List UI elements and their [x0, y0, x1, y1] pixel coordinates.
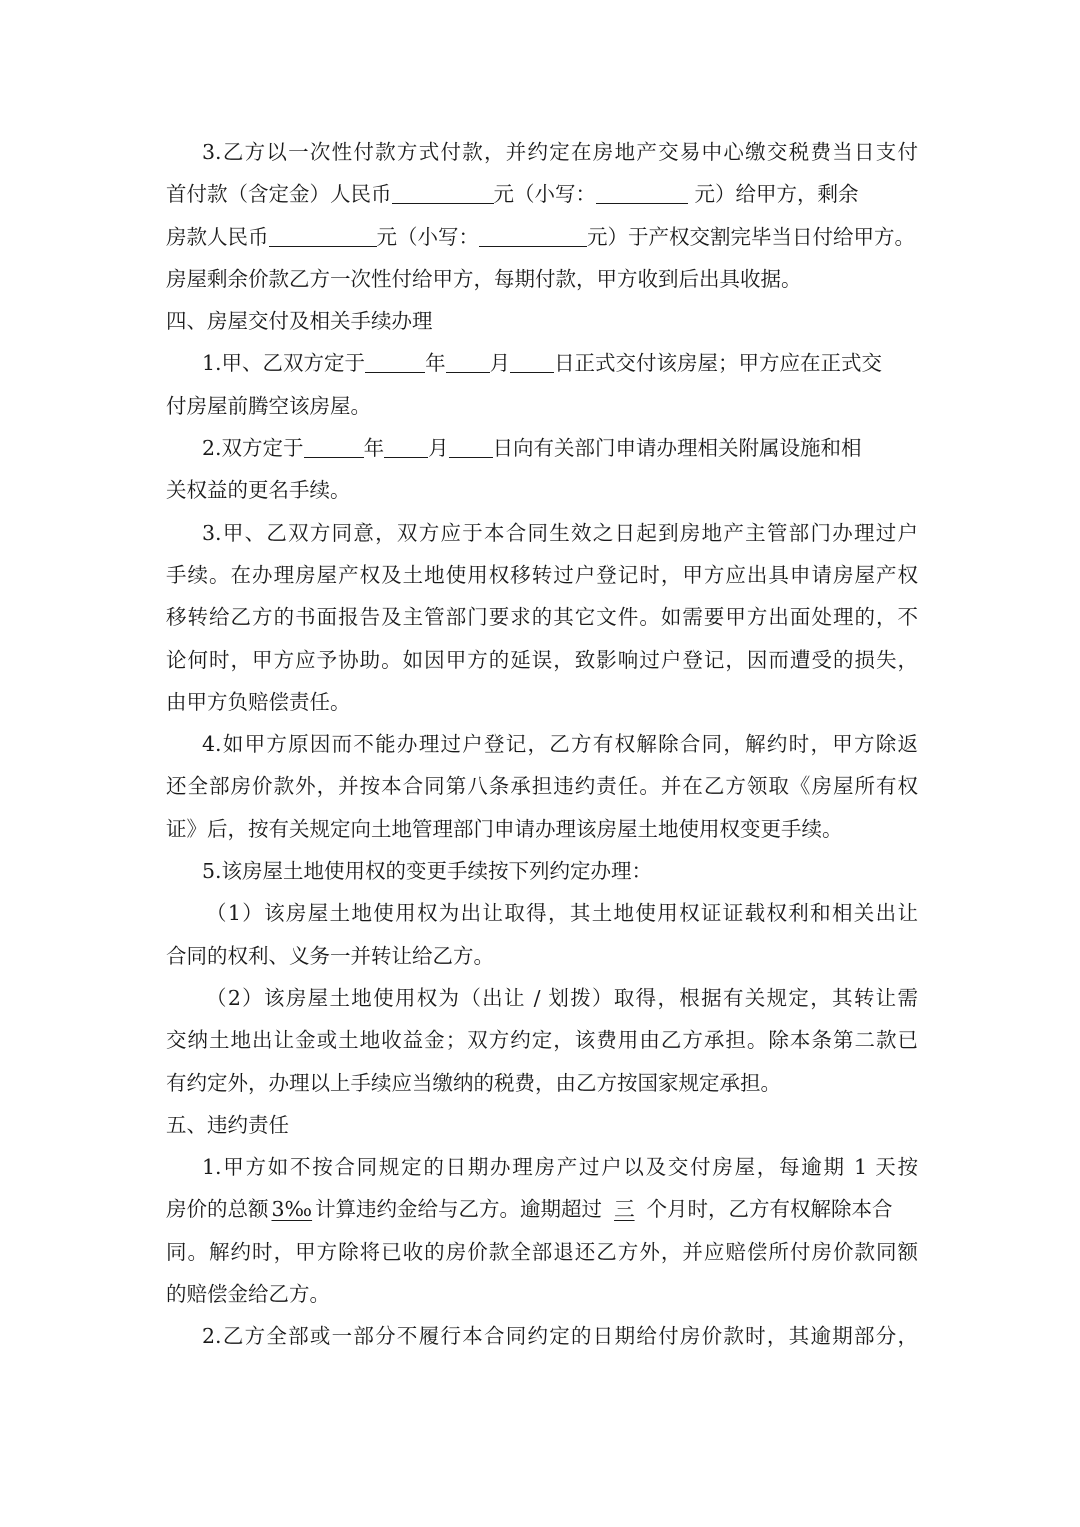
paragraph-line	[166, 723, 918, 765]
line-text: 有约定外，办理以上手续应当缴纳的税费，由乙方按国家规定承担。	[166, 1070, 781, 1095]
line-text: 5.该房屋土地使用权的变更手续按下列约定办理：	[202, 859, 653, 884]
paragraph-line	[166, 681, 918, 723]
line-text: 交纳土地出让金或土地收益金；双方约定，该费用由乙方承担。除本条第二款已	[166, 1028, 918, 1053]
overdue-months-value: 三	[614, 1197, 635, 1222]
line-text: 手续。在办理房屋产权及土地使用权移转过户登记时，甲方应出具申请房屋产权	[166, 562, 918, 587]
line-text: 1.甲方如不按合同规定的日期办理房产过户以及交付房屋，每逾期 1 天按	[202, 1155, 918, 1180]
line-text: 个月时，乙方有权解除本合	[646, 1197, 893, 1222]
blank-field[interactable]	[479, 220, 587, 247]
paragraph-line	[166, 1146, 918, 1188]
line-text: 4.如甲方原因而不能办理过户登记，乙方有权解除合同，解约时，甲方除返	[202, 732, 918, 757]
line-text: 月	[489, 351, 511, 376]
paragraph-line	[166, 1273, 918, 1315]
blank-field-month[interactable]	[384, 431, 428, 458]
line-text: 计算违约金给与乙方。逾期超过	[315, 1197, 603, 1222]
paragraph-line	[166, 131, 918, 173]
paragraph-line	[166, 173, 918, 215]
paragraph-line	[166, 469, 918, 511]
blank-field-month[interactable]	[446, 346, 490, 373]
line-text: 年	[425, 351, 446, 376]
line-text: 元）于产权交割完毕当日付给甲方。	[587, 224, 915, 249]
paragraph-line	[166, 216, 918, 258]
paragraph-line	[166, 935, 918, 977]
paragraph-line	[166, 596, 918, 638]
line-text: 房屋剩余价款乙方一次性付给甲方，每期付款，甲方收到后出具收据。	[166, 266, 802, 291]
line-text: 关权益的更名手续。	[166, 478, 351, 503]
line-text: 移转给乙方的书面报告及主管部门要求的其它文件。如需要甲方出面处理的，不	[166, 605, 918, 630]
blank-field[interactable]	[596, 177, 688, 204]
line-text: 月	[428, 436, 449, 461]
section-heading-text: 四、房屋交付及相关手续办理	[166, 309, 433, 334]
paragraph-line	[166, 342, 918, 384]
line-text: 付房屋前腾空该房屋。	[166, 393, 371, 418]
penalty-rate-value: 3‰	[271, 1197, 313, 1222]
line-text: 3.乙方以一次性付款方式付款，并约定在房地产交易中心缴交税费当日支付	[202, 140, 918, 164]
line-text: 日正式交付该房屋；甲方应在正式交	[554, 351, 883, 376]
paragraph-line	[166, 427, 918, 469]
blank-field-day[interactable]	[510, 346, 554, 373]
line-text: 1.甲、乙双方定于	[202, 351, 366, 376]
line-text: （2）该房屋土地使用权为（出让 / 划拨）取得，根据有关规定，其转让需	[206, 985, 918, 1010]
line-text: 房价的总额	[166, 1197, 269, 1222]
line-text: 3.甲、乙双方同意，双方应于本合同生效之日起到房地产主管部门办理过户	[202, 520, 918, 545]
paragraph-line	[166, 385, 918, 427]
blank-field-year[interactable]	[365, 346, 425, 373]
paragraph-line	[166, 977, 918, 1019]
line-text: 的赔偿金给乙方。	[166, 1282, 330, 1307]
paragraph-line	[166, 808, 918, 850]
line-text: 日向有关部门申请办理相关附属设施和相	[492, 436, 862, 461]
paragraph-line	[166, 1188, 918, 1230]
line-text: 由甲方负赔偿责任。	[166, 689, 351, 714]
line-text: 元（小写：	[376, 224, 479, 249]
paragraph-line	[166, 850, 918, 892]
paragraph-line	[166, 765, 918, 807]
blank-field[interactable]	[392, 177, 494, 204]
paragraph-line	[166, 639, 918, 681]
line-text: （1）该房屋土地使用权为出让取得，其土地使用权证证载权利和相关出让	[206, 901, 918, 926]
paragraph-line	[166, 1231, 918, 1273]
blank-field-year[interactable]	[304, 431, 364, 458]
line-text: 同。解约时，甲方除将已收的房价款全部退还乙方外，并应赔偿所付房价款同额	[166, 1239, 918, 1264]
section-heading	[166, 300, 918, 342]
line-text: 证》后，按有关规定向土地管理部门申请办理该房屋土地使用权变更手续。	[166, 816, 843, 841]
paragraph-line	[166, 512, 918, 554]
paragraph-line	[166, 554, 918, 596]
section-heading-text: 五、违约责任	[166, 1112, 289, 1137]
line-text: 年	[363, 436, 385, 461]
blank-field[interactable]	[269, 220, 377, 247]
contract-body	[166, 131, 918, 1358]
line-text: 元）给甲方，剩余	[688, 182, 859, 207]
line-text: 房款人民币	[166, 224, 269, 249]
line-text: 首付款（含定金）人民币	[166, 182, 392, 207]
section-heading	[166, 1104, 918, 1146]
blank-field-day[interactable]	[449, 431, 493, 458]
line-text: 合同的权利、义务一并转让给乙方。	[166, 943, 494, 968]
line-text: 还全部房价款外，并按本合同第八条承担违约责任。并在乙方领取《房屋所有权	[166, 774, 918, 799]
line-text: 元（小写：	[493, 182, 596, 207]
paragraph-line	[166, 1019, 918, 1061]
paragraph-line	[166, 1315, 918, 1357]
line-text: 论何时，甲方应予协助。如因甲方的延误，致影响过户登记，因而遭受的损失，	[166, 647, 918, 672]
line-text: 2.乙方全部或一部分不履行本合同约定的日期给付房价款时，其逾期部分，	[202, 1324, 918, 1349]
paragraph-line	[166, 258, 918, 300]
line-text: 2.双方定于	[202, 436, 304, 461]
paragraph-line	[166, 892, 918, 934]
paragraph-line	[166, 1062, 918, 1104]
